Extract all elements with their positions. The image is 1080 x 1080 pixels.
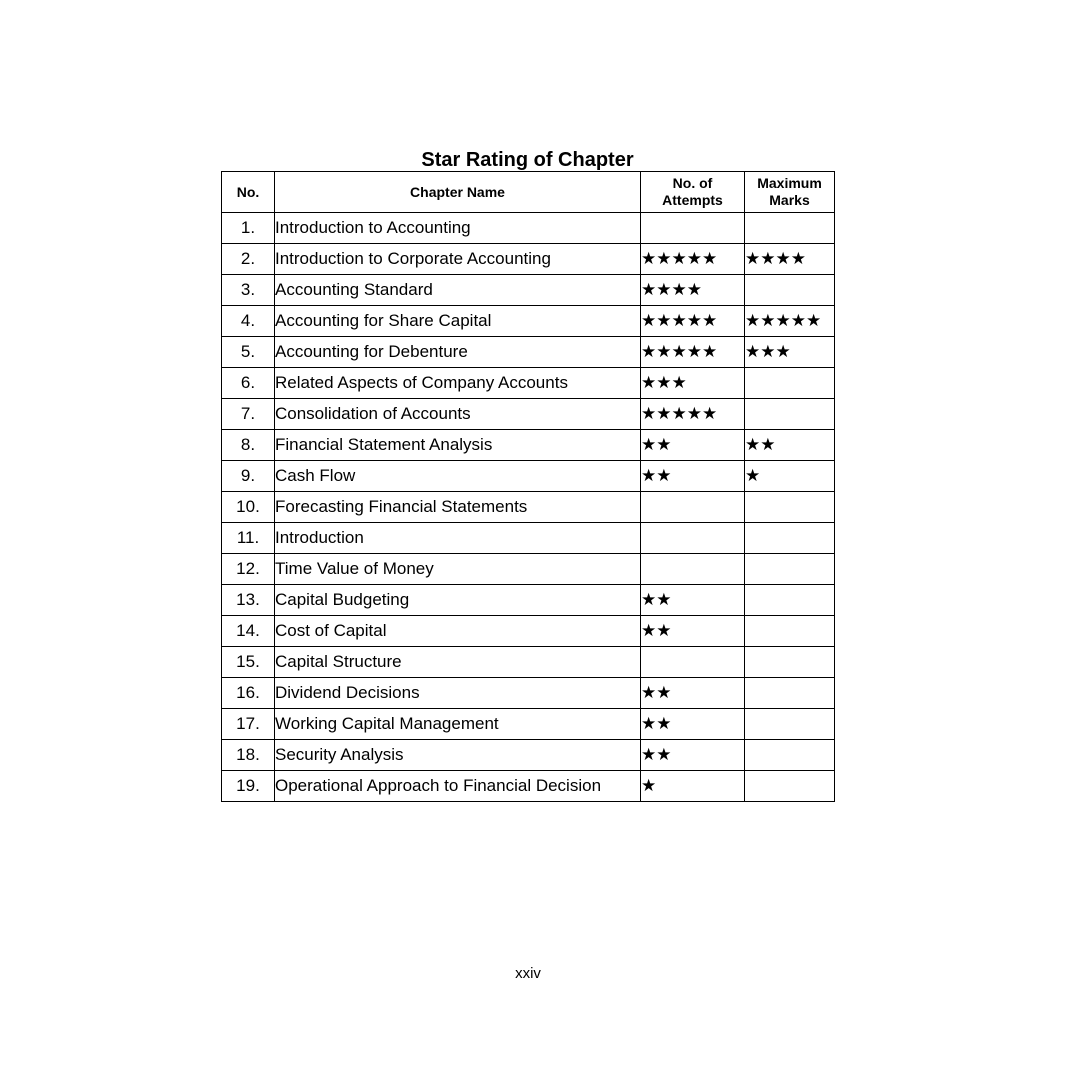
table-row bbox=[222, 740, 835, 771]
attempts-star-rating: ★★ bbox=[641, 585, 745, 616]
table-row bbox=[222, 213, 835, 244]
attempts-star-rating: ★★ bbox=[641, 740, 745, 771]
table-row bbox=[222, 275, 835, 306]
max-marks-star-rating bbox=[745, 709, 835, 740]
page-number: xxiv bbox=[515, 965, 541, 982]
max-marks-star-rating bbox=[745, 771, 835, 802]
attempts-star-rating: ★★ bbox=[641, 430, 745, 461]
header-chapter-name: Chapter Name bbox=[275, 172, 641, 213]
attempts-star-rating: ★★ bbox=[641, 709, 745, 740]
max-marks-star-rating bbox=[745, 554, 835, 585]
attempts-star-rating bbox=[641, 647, 745, 678]
chapter-name: Introduction to Corporate Accounting bbox=[275, 244, 641, 275]
header-no: No. bbox=[222, 172, 275, 213]
table-row bbox=[222, 585, 835, 616]
chapter-name: Accounting for Debenture bbox=[275, 337, 641, 368]
table-body bbox=[222, 213, 835, 802]
max-marks-star-rating bbox=[745, 275, 835, 306]
chapter-name: Security Analysis bbox=[275, 740, 641, 771]
chapter-name: Dividend Decisions bbox=[275, 678, 641, 709]
table-row bbox=[222, 430, 835, 461]
table-row bbox=[222, 492, 835, 523]
max-marks-star-rating bbox=[745, 647, 835, 678]
table-row bbox=[222, 523, 835, 554]
table-row bbox=[222, 368, 835, 399]
table-row bbox=[222, 616, 835, 647]
table-header-row bbox=[222, 172, 835, 213]
table-row bbox=[222, 678, 835, 709]
table-row bbox=[222, 337, 835, 368]
max-marks-star-rating bbox=[745, 213, 835, 244]
attempts-star-rating: ★★ bbox=[641, 678, 745, 709]
chapter-number: 6. bbox=[222, 368, 275, 399]
table-row bbox=[222, 647, 835, 678]
chapter-number: 5. bbox=[222, 337, 275, 368]
max-marks-star-rating bbox=[745, 399, 835, 430]
max-marks-star-rating bbox=[745, 740, 835, 771]
header-maximum-marks: Maximum Marks bbox=[745, 172, 835, 213]
attempts-star-rating bbox=[641, 492, 745, 523]
chapter-number: 13. bbox=[222, 585, 275, 616]
max-marks-star-rating bbox=[745, 585, 835, 616]
chapter-name: Capital Structure bbox=[275, 647, 641, 678]
table-row bbox=[222, 771, 835, 802]
chapter-name: Operational Approach to Financial Decision bbox=[275, 771, 641, 802]
chapter-name: Accounting for Share Capital bbox=[275, 306, 641, 337]
chapter-name: Accounting Standard bbox=[275, 275, 641, 306]
chapter-number: 18. bbox=[222, 740, 275, 771]
chapter-name: Consolidation of Accounts bbox=[275, 399, 641, 430]
chapter-number: 15. bbox=[222, 647, 275, 678]
attempts-star-rating: ★★★ bbox=[641, 368, 745, 399]
chapter-name: Time Value of Money bbox=[275, 554, 641, 585]
chapter-name: Capital Budgeting bbox=[275, 585, 641, 616]
chapter-number: 2. bbox=[222, 244, 275, 275]
chapter-name: Introduction bbox=[275, 523, 641, 554]
attempts-star-rating: ★★ bbox=[641, 616, 745, 647]
chapter-name: Working Capital Management bbox=[275, 709, 641, 740]
chapter-number: 14. bbox=[222, 616, 275, 647]
table-row bbox=[222, 306, 835, 337]
table-row bbox=[222, 461, 835, 492]
chapter-number: 12. bbox=[222, 554, 275, 585]
table-row bbox=[222, 554, 835, 585]
table-row bbox=[222, 399, 835, 430]
header-attempts: No. of Attempts bbox=[641, 172, 745, 213]
chapter-number: 10. bbox=[222, 492, 275, 523]
attempts-star-rating: ★★★★ bbox=[641, 275, 745, 306]
max-marks-star-rating: ★★ bbox=[745, 430, 835, 461]
chapter-name: Related Aspects of Company Accounts bbox=[275, 368, 641, 399]
max-marks-star-rating: ★ bbox=[745, 461, 835, 492]
chapter-number: 1. bbox=[222, 213, 275, 244]
chapter-number: 17. bbox=[222, 709, 275, 740]
chapter-number: 9. bbox=[222, 461, 275, 492]
attempts-star-rating: ★★★★★ bbox=[641, 244, 745, 275]
chapter-number: 11. bbox=[222, 523, 275, 554]
max-marks-star-rating bbox=[745, 523, 835, 554]
max-marks-star-rating bbox=[745, 368, 835, 399]
attempts-star-rating: ★ bbox=[641, 771, 745, 802]
attempts-star-rating: ★★★★★ bbox=[641, 306, 745, 337]
star-rating-table bbox=[221, 171, 835, 802]
max-marks-star-rating bbox=[745, 492, 835, 523]
attempts-star-rating bbox=[641, 523, 745, 554]
max-marks-star-rating bbox=[745, 616, 835, 647]
attempts-star-rating: ★★★★★ bbox=[641, 337, 745, 368]
attempts-star-rating bbox=[641, 554, 745, 585]
chapter-number: 7. bbox=[222, 399, 275, 430]
chapter-name: Forecasting Financial Statements bbox=[275, 492, 641, 523]
chapter-name: Introduction to Accounting bbox=[275, 213, 641, 244]
chapter-number: 19. bbox=[222, 771, 275, 802]
chapter-number: 4. bbox=[222, 306, 275, 337]
table-row bbox=[222, 709, 835, 740]
max-marks-star-rating bbox=[745, 678, 835, 709]
chapter-name: Cost of Capital bbox=[275, 616, 641, 647]
attempts-star-rating: ★★ bbox=[641, 461, 745, 492]
attempts-star-rating: ★★★★★ bbox=[641, 399, 745, 430]
chapter-number: 8. bbox=[222, 430, 275, 461]
page-title: Star Rating of Chapter bbox=[421, 149, 634, 171]
max-marks-star-rating: ★★★ bbox=[745, 337, 835, 368]
chapter-name: Financial Statement Analysis bbox=[275, 430, 641, 461]
max-marks-star-rating: ★★★★★ bbox=[745, 306, 835, 337]
attempts-star-rating bbox=[641, 213, 745, 244]
chapter-name: Cash Flow bbox=[275, 461, 641, 492]
chapter-number: 16. bbox=[222, 678, 275, 709]
table-row bbox=[222, 244, 835, 275]
max-marks-star-rating: ★★★★ bbox=[745, 244, 835, 275]
chapter-number: 3. bbox=[222, 275, 275, 306]
